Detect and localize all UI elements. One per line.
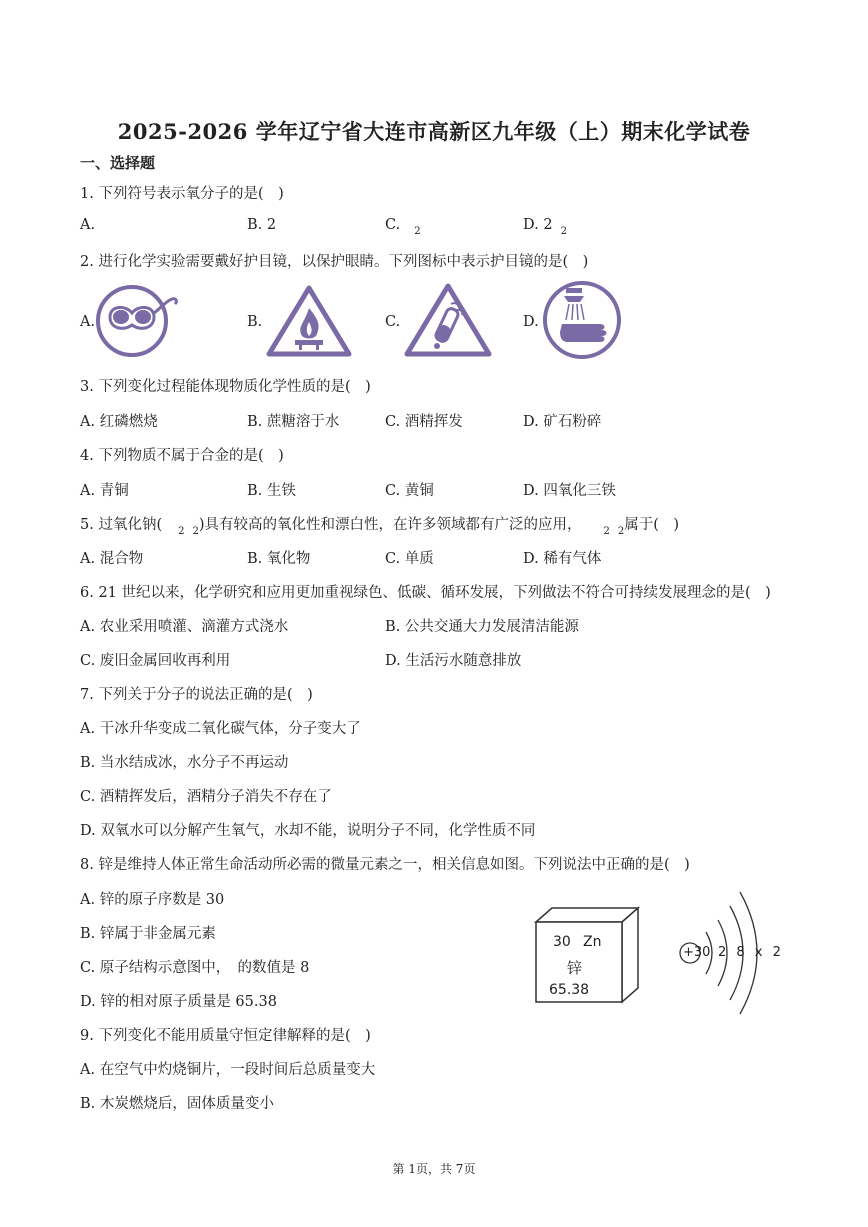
q6-option-c: C. 废旧金属回收再利用 — [80, 653, 231, 669]
q5-option-d: D. 稀有气体 — [523, 551, 602, 567]
q8-option-b: B. 锌属于非金属元素 — [80, 926, 216, 942]
q7-option-b: B. 当水结成冰，水分子不再运动 — [80, 755, 289, 771]
q6-option-a: A. 农业采用喷灌、滴灌方式浇水 — [80, 619, 289, 635]
hand-wash-icon — [542, 280, 626, 360]
question-8-stem: 8. 锌是维持人体正常生命活动所必需的微量元素之一，相关信息如图。下列说法中正确的是( ) — [80, 857, 690, 873]
element-mass: 65.38 — [549, 982, 590, 998]
flame-warning-icon — [265, 284, 353, 358]
q3-option-c: C. 酒精挥发 — [385, 414, 463, 430]
corrosive-warning-icon — [403, 282, 493, 358]
q8-option-d: D. 锌的相对原子质量是 65.38 — [80, 994, 277, 1010]
q6-option-d: D. 生活污水随意排放 — [385, 653, 522, 669]
page-footer: 第 1页，共 7页 — [392, 1162, 476, 1176]
question-9-stem: 9. 下列变化不能用质量守恒定律解释的是( ) — [80, 1028, 371, 1044]
q7-option-d: D. 双氧水可以分解产生氧气，水却不能，说明分子不同，化学性质不同 — [80, 823, 536, 839]
q4-option-b: B. 生铁 — [247, 483, 296, 499]
q3-option-a: A. 红磷燃烧 — [80, 414, 158, 430]
atom-nucleus-label: +30 — [683, 945, 711, 960]
atom-shell-electrons: 2 8 x 2 — [718, 945, 784, 960]
q7-option-a: A. 干冰升华变成二氧化碳气体，分子变大了 — [80, 721, 361, 737]
question-6-stem: 6. 21 世纪以来，化学研究和应用更加重视绿色、低碳、循环发展，下列做法不符合可持续发展理念的是( ) — [80, 585, 771, 601]
question-5-stem: 5. 过氧化钠( $_2$ $_2$)具有较高的氧化性和漂白性，在许多领域都有广泛的应用， $_2$ $_2$属于( ) — [80, 517, 680, 537]
q1-option-d: D. 2 $_2$ — [523, 217, 567, 237]
q2-option-a: A. — [80, 314, 96, 330]
question-4-stem: 4. 下列物质不属于合金的是( ) — [80, 448, 284, 464]
element-name: 锌 — [567, 959, 583, 977]
q4-option-a: A. 青铜 — [80, 483, 129, 499]
q8-option-c: C. 原子结构示意图中， 的数值是 8 — [80, 960, 310, 976]
q2-option-b: B. — [247, 314, 263, 330]
question-7-stem: 7. 下列关于分子的说法正确的是( ) — [80, 687, 313, 703]
q1-option-a: A. — [80, 217, 96, 233]
q8-option-a: A. 锌的原子序数是 30 — [80, 892, 225, 908]
q6-option-b: B. 公共交通大力发展清洁能源 — [385, 619, 579, 635]
page-title: 2025-2026 学年辽宁省大连市高新区九年级（上）期末化学试卷 — [117, 119, 751, 144]
q5-option-b: B. 氧化物 — [247, 551, 311, 567]
q1-option-b: B. 2 — [247, 217, 277, 233]
q7-option-c: C. 酒精挥发后，酒精分子消失不存在了 — [80, 789, 332, 805]
q4-option-c: C. 黄铜 — [385, 483, 434, 499]
question-2-stem: 2. 进行化学实验需要戴好护目镜，以保护眼睛。下列图标中表示护目镜的是( ) — [80, 254, 589, 270]
goggles-icon — [96, 283, 180, 359]
q2-option-d: D. — [523, 314, 539, 330]
q4-option-d: D. 四氧化三铁 — [523, 483, 616, 499]
q9-option-b: B. 木炭燃烧后，固体质量变小 — [80, 1096, 274, 1112]
q9-option-a: A. 在空气中灼烧铜片，一段时间后总质量变大 — [80, 1062, 376, 1078]
q5-option-c: C. 单质 — [385, 551, 434, 567]
section-heading: 一、选择题 — [80, 154, 156, 172]
question-1-stem: 1. 下列符号表示氧分子的是( ) — [80, 186, 284, 202]
q5-option-a: A. 混合物 — [80, 551, 144, 567]
q1-option-c: C. $_2$ — [385, 217, 421, 237]
q3-option-b: B. 蔗糖溶于水 — [247, 414, 340, 430]
question-3-stem: 3. 下列变化过程能体现物质化学性质的是( ) — [80, 379, 371, 395]
q2-option-c: C. — [385, 314, 401, 330]
element-symbol: Zn — [583, 934, 602, 950]
q3-option-d: D. 矿石粉碎 — [523, 414, 602, 430]
element-number: 30 — [553, 934, 571, 950]
